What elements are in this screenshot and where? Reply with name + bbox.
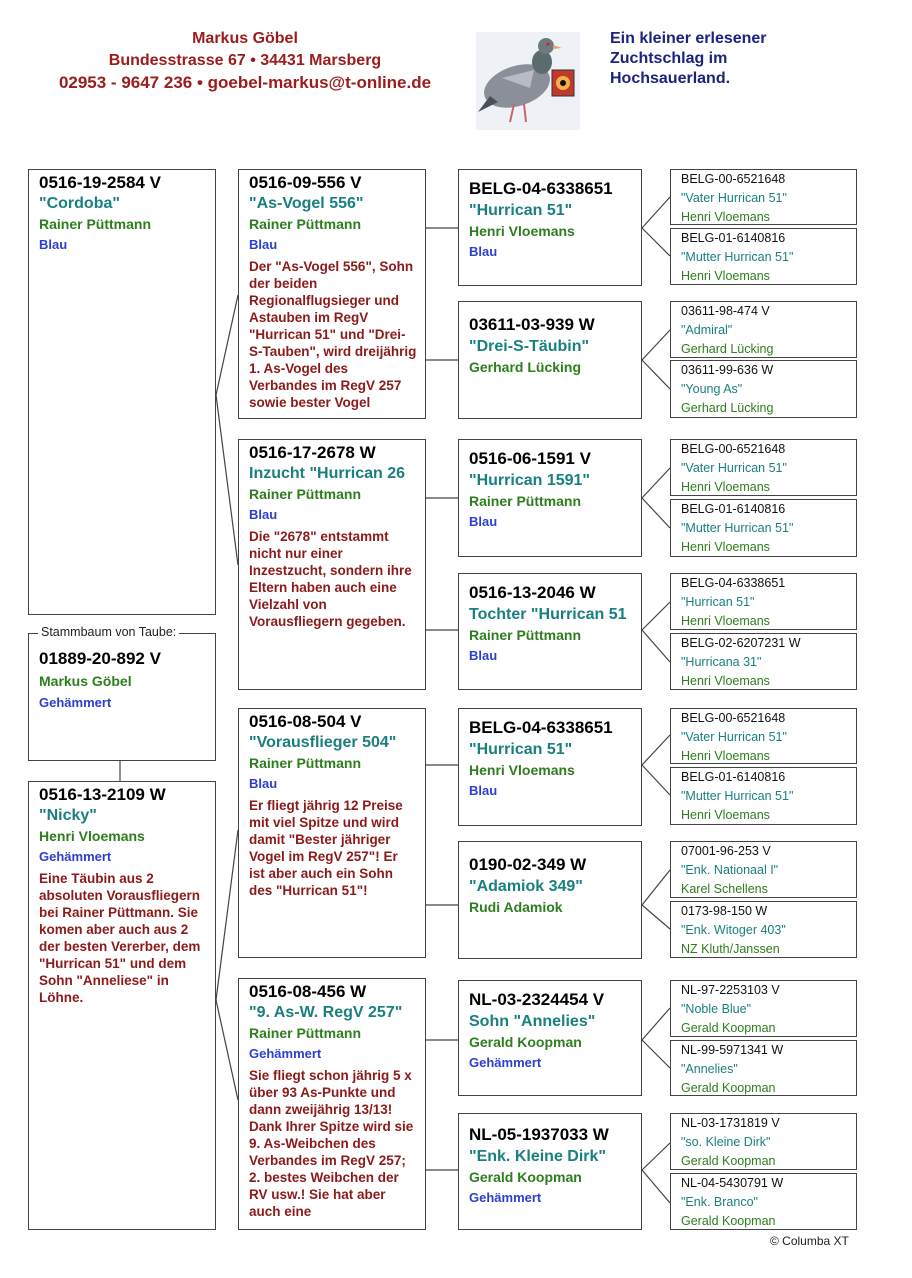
breeder-name: Gerald Koopman (681, 1021, 776, 1035)
grandparent-card[interactable] (238, 978, 426, 1230)
pigeon-name: "Vorausflieger 504" (249, 734, 397, 751)
feather-color: Gehämmert (469, 1190, 542, 1205)
breeder-name: Henri Vloemans (681, 808, 770, 822)
breeder-name: Henri Vloemans (469, 223, 575, 239)
ring-number: BELG-04-6338651 (469, 718, 613, 737)
ancestor-card[interactable] (670, 228, 857, 285)
ancestor-card[interactable] (670, 301, 857, 358)
pigeon-name: "As-Vogel 556" (249, 195, 364, 212)
ancestor-card[interactable] (670, 169, 857, 225)
grandparent-card[interactable] (238, 169, 426, 419)
ring-number: BELG-04-6338651 (469, 179, 613, 198)
ring-number: 01889-20-892 V (39, 649, 161, 668)
pigeon-name: "Nicky" (39, 807, 97, 824)
breeder-name: Henri Vloemans (681, 674, 770, 688)
pigeon-name: Sohn "Annelies" (469, 1013, 596, 1030)
pigeon-name: "Hurrican 51" (469, 202, 573, 219)
ring-number: BELG-01-6140816 (681, 502, 786, 516)
feather-color: Blau (249, 507, 278, 522)
feather-color: Blau (249, 776, 278, 791)
ancestor-card[interactable] (670, 633, 857, 690)
breeder-name: Gerhard Lücking (681, 342, 774, 356)
breeder-name: Henri Vloemans (681, 749, 770, 763)
feather-color: Gehämmert (469, 1055, 542, 1070)
ring-number: 0516-17-2678 W (249, 443, 376, 462)
pigeon-name: Inzucht "Hurrican 26 (249, 465, 406, 482)
great-grandparent-card[interactable] (458, 169, 642, 286)
description: Die "2678" entstammt nicht nur einer Inzestzucht, sondern ihre Eltern haben auch eine Vielzahl von Vorausfliegern gegeben. (249, 529, 412, 629)
breeder-name: Rainer Püttmann (469, 493, 582, 509)
pigeon-name: "9. As-W. RegV 257" (249, 1004, 403, 1021)
ancestor-card[interactable] (670, 499, 857, 557)
feather-color: Blau (39, 237, 68, 252)
pedigree-label: Stammbaum von Taube: (38, 624, 179, 640)
breeder-name: Henri Vloemans (681, 210, 770, 224)
description: Eine Täubin aus 2 absoluten Vorausfliegern bei Rainer Püttmann. Sie komen aber auch aus 2 der besten Vererber, dem "Hurrican 51" und dem Sohn "Anneliese" in Löhne. (39, 871, 201, 1005)
description: Der "As-Vogel 556", Sohn der beiden Regionalflugsieger und Astauben im RegV "Hurrican 51" und "Drei-S-Tauben", wird dreijährig 1. As-Vogel des Verbandes im RegV 257 sowie bester Vogel (249, 259, 417, 410)
grandparent-card[interactable] (238, 439, 426, 690)
pigeon-name: "Enk. Nationaal I" (681, 863, 779, 877)
breeder-name: Rainer Püttmann (249, 1025, 362, 1041)
ring-number: 0516-08-504 V (249, 712, 362, 731)
pigeon-name: "Mutter Hurrican 51" (681, 521, 794, 535)
ring-number: NL-03-2324454 V (469, 990, 605, 1009)
breeder-name: Karel Schellens (681, 882, 768, 896)
breeder-name: Gerald Koopman (469, 1169, 582, 1185)
feather-color: Gehämmert (39, 695, 112, 710)
mother-card[interactable] (28, 781, 216, 1230)
ring-number: NL-99-5971341 W (681, 1043, 784, 1057)
pigeon-name: "Adamiok 349" (469, 878, 583, 895)
ancestor-card[interactable] (670, 767, 857, 825)
grandparent-card[interactable] (238, 708, 426, 958)
pigeon-name: "Drei-S-Täubin" (469, 338, 590, 355)
subject-card[interactable] (28, 633, 216, 761)
pigeon-name: "Hurrican 51" (469, 741, 573, 758)
breeder-name: NZ Kluth/Janssen (681, 942, 780, 956)
pigeon-name: "Young As" (681, 382, 743, 396)
breeder-name: Henri Vloemans (39, 828, 145, 844)
ring-number: 0516-19-2584 V (39, 173, 161, 192)
father-card[interactable] (28, 169, 216, 615)
breeder-name: Rainer Püttmann (469, 627, 582, 643)
breeder-name: Gerald Koopman (681, 1214, 776, 1228)
ring-number: 0516-06-1591 V (469, 449, 591, 468)
ring-number: BELG-00-6521648 (681, 172, 786, 186)
ring-number: BELG-00-6521648 (681, 442, 786, 456)
ancestor-card[interactable] (670, 439, 857, 496)
breeder-name: Henri Vloemans (681, 480, 770, 494)
pigeon-name: "so. Kleine Dirk" (681, 1135, 771, 1149)
breeder-name: Rainer Püttmann (39, 216, 152, 232)
ancestor-card[interactable] (670, 841, 857, 898)
ancestor-card[interactable] (670, 708, 857, 764)
breeder-name: Gerhard Lücking (681, 401, 774, 415)
breeder-name: Rainer Püttmann (249, 755, 362, 771)
great-grandparent-card[interactable] (458, 573, 642, 690)
pigeon-name: "Enk. Witoger 403" (681, 923, 786, 937)
ancestor-card[interactable] (670, 980, 857, 1037)
ring-number: 03611-99-636 W (681, 363, 774, 377)
breeder-contact: 02953 - 9647 236 • goebel-markus@t-online.de (58, 73, 432, 92)
ancestor-card[interactable] (670, 901, 857, 958)
ancestor-card[interactable] (670, 1113, 857, 1170)
ancestor-card[interactable] (670, 1173, 857, 1230)
pigeon-name: "Mutter Hurrican 51" (681, 250, 794, 264)
pigeon-name: Tochter "Hurrican 51 (469, 606, 627, 623)
ring-number: 0516-09-556 V (249, 173, 362, 192)
pigeon-name: "Vater Hurrican 51" (681, 730, 787, 744)
feather-color: Blau (469, 514, 498, 529)
copyright-notice: © Columba XT (770, 1234, 849, 1248)
breeder-name: Henri Vloemans (469, 762, 575, 778)
pigeon-name: "Vater Hurrican 51" (681, 461, 787, 475)
ancestor-card[interactable] (670, 1040, 857, 1096)
great-grandparent-card[interactable] (458, 708, 642, 826)
ring-number: 0190-02-349 W (469, 855, 587, 874)
great-grandparent-card[interactable] (458, 439, 642, 557)
pigeon-name: "Hurrican 1591" (469, 472, 591, 489)
feather-color: Blau (469, 244, 498, 259)
pigeon-name: "Hurricana 31" (681, 655, 762, 669)
pigeon-name: "Mutter Hurrican 51" (681, 789, 794, 803)
breeder-address: Bundesstrasse 67 • 34431 Marsberg (108, 52, 382, 69)
breeder-name: Henri Vloemans (681, 540, 770, 554)
feather-color: Blau (249, 237, 278, 252)
ancestor-card[interactable] (670, 360, 857, 418)
tagline-line-1: Ein kleiner erlesener (610, 30, 767, 47)
ring-number: NL-97-2253103 V (681, 983, 780, 997)
ring-number: 0173-98-150 W (681, 904, 768, 918)
feather-color: Blau (469, 648, 498, 663)
great-grandparent-card[interactable] (458, 301, 642, 419)
feather-color: Blau (469, 783, 498, 798)
great-grandparent-card[interactable] (458, 841, 642, 959)
feather-color: Gehämmert (249, 1046, 322, 1061)
ring-number: 03611-98-474 V (681, 304, 770, 318)
feather-color: Gehämmert (39, 849, 112, 864)
breeder-name: Markus Göbel (39, 673, 132, 689)
ring-number: 03611-03-939 W (469, 315, 595, 334)
tagline-line-3: Hochsauerland. (610, 70, 731, 87)
breeder-name: Gerald Koopman (681, 1154, 776, 1168)
ring-number: NL-05-1937033 W (469, 1125, 609, 1144)
ring-number: 0516-13-2109 W (39, 785, 166, 804)
breeder-name: Henri Vloemans (681, 269, 770, 283)
ring-number: BELG-00-6521648 (681, 711, 786, 725)
ring-number: BELG-02-6207231 W (681, 636, 801, 650)
tagline-line-2: Zuchtschlag im (610, 50, 728, 67)
pigeon-name: "Admiral" (681, 323, 733, 337)
description: Er fliegt jährig 12 Preise mit viel Spitze und wird damit "Bester jähriger Vogel im RegV 257"! Er ist aber auch ein Sohn des "Hurrican 51"! (249, 798, 403, 898)
great-grandparent-card[interactable] (458, 1113, 642, 1230)
pigeon-name: "Cordoba" (39, 195, 120, 212)
great-grandparent-card[interactable] (458, 980, 642, 1096)
breeder-name: Gerhard Lücking (469, 359, 582, 375)
breeder-name: Henri Vloemans (681, 614, 770, 628)
pigeon-name: "Enk. Branco" (681, 1195, 758, 1209)
ring-number: NL-03-1731819 V (681, 1116, 780, 1130)
breeder-name: Rainer Püttmann (249, 216, 362, 232)
ancestor-card[interactable] (670, 573, 857, 630)
breeder-name: Markus Göbel (192, 30, 298, 47)
breeder-name: Gerald Koopman (681, 1081, 776, 1095)
ring-number: BELG-01-6140816 (681, 231, 786, 245)
pigeon-name: "Annelies" (681, 1062, 738, 1076)
description: Sie fliegt schon jährig 5 x über 93 As-Punkte und dann zweijährig 13/13! Dank Ihrer Spitze wird sie 9. As-Weibchen des Verbandes im RegV 257; 2. bestes Weibchen der RV usw.! Sie hat aber auch eine (249, 1068, 414, 1219)
pigeon-name: "Vater Hurrican 51" (681, 191, 787, 205)
ring-number: BELG-04-6338651 (681, 576, 786, 590)
pigeon-name: "Enk. Kleine Dirk" (469, 1148, 606, 1165)
pigeon-name: "Hurrican 51" (681, 595, 755, 609)
pigeon-name: "Noble Blue" (681, 1002, 752, 1016)
breeder-name: Rainer Püttmann (249, 486, 362, 502)
ring-number: NL-04-5430791 W (681, 1176, 784, 1190)
breeder-name: Gerald Koopman (469, 1034, 582, 1050)
ring-number: 0516-08-456 W (249, 982, 367, 1001)
breeder-name: Rudi Adamiok (469, 899, 563, 915)
ring-number: BELG-01-6140816 (681, 770, 786, 784)
ring-number: 0516-13-2046 W (469, 583, 596, 602)
ring-number: 07001-96-253 V (681, 844, 771, 858)
